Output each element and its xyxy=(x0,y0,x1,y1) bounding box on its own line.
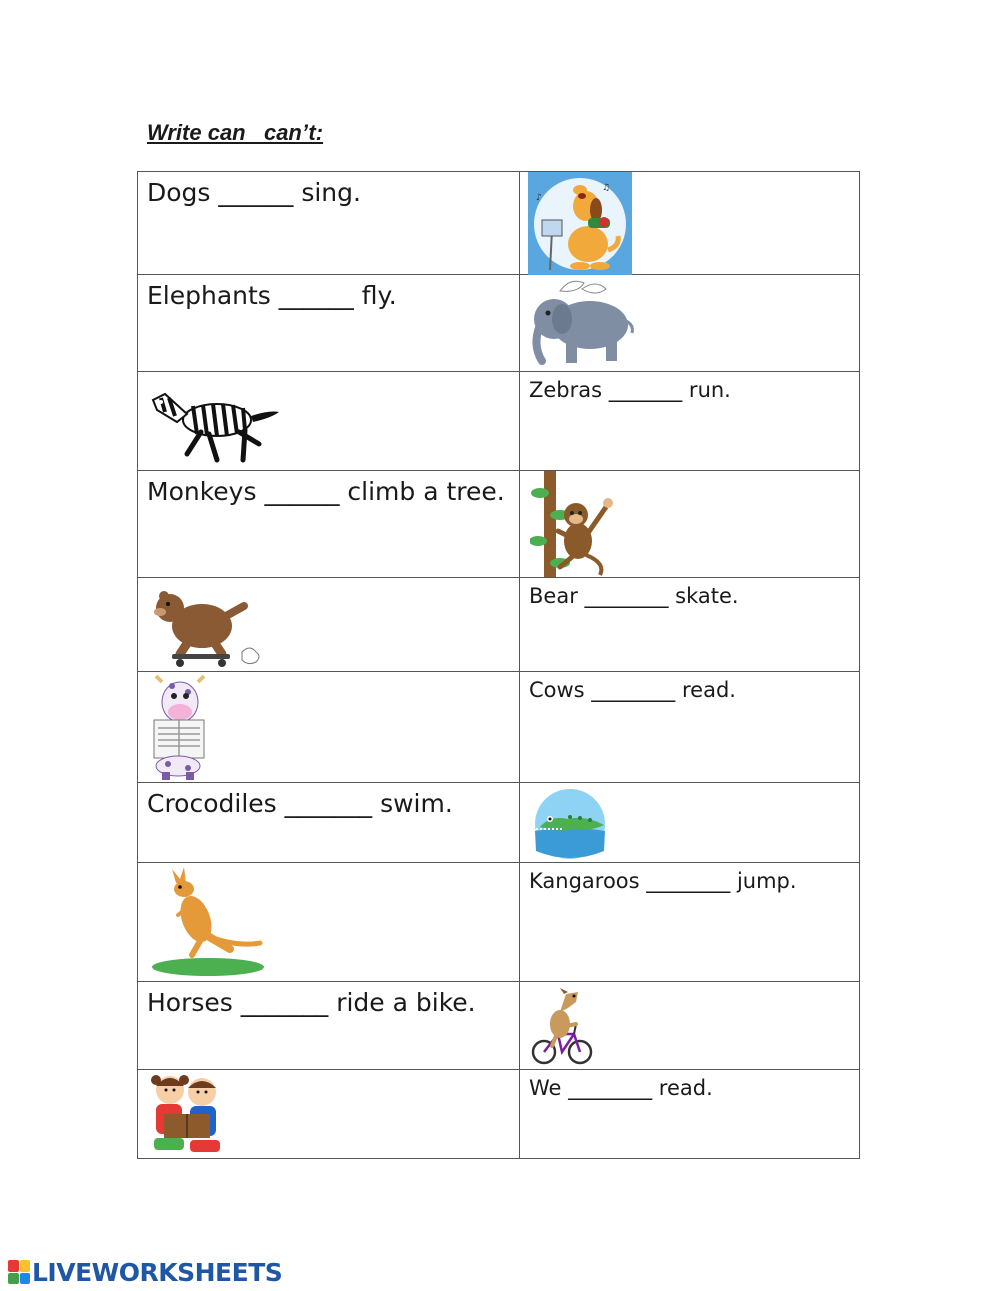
picture-cell xyxy=(520,275,860,372)
sentence-cell xyxy=(520,863,860,982)
svg-text:♫: ♫ xyxy=(602,183,611,193)
running-zebra-picture xyxy=(147,374,283,468)
sentence-cell xyxy=(138,982,520,1070)
sentence-text: Zebras _______ run. xyxy=(529,378,731,402)
table-row xyxy=(138,863,860,982)
liveworksheets-logo xyxy=(8,1258,282,1286)
table-row xyxy=(138,982,860,1070)
climbing-monkey-picture xyxy=(530,471,626,577)
sentence-cell xyxy=(138,275,520,372)
sentence-cell xyxy=(520,578,860,672)
table-row xyxy=(138,471,860,578)
svg-text:♪: ♪ xyxy=(536,193,542,203)
children-reading-picture xyxy=(146,1070,228,1158)
table-row xyxy=(138,1070,860,1159)
table-row xyxy=(138,672,860,783)
reading-cow-picture xyxy=(148,674,214,782)
brand-name: LIVEWORKSHEETS xyxy=(32,1257,283,1287)
picture-cell xyxy=(520,471,860,578)
table-row xyxy=(138,172,860,275)
sentence-text: Crocodiles _______ swim. xyxy=(147,789,453,818)
brand-square xyxy=(20,1260,31,1272)
picture-cell xyxy=(520,982,860,1070)
sentence-cell xyxy=(138,783,520,863)
singing-dog-picture xyxy=(528,172,632,275)
sentence-text: Bear ________ skate. xyxy=(529,584,739,608)
table-row xyxy=(138,783,860,863)
horse-on-bike-picture xyxy=(530,986,594,1066)
picture-cell xyxy=(138,672,520,783)
worksheet-title: Write can can’t: xyxy=(147,120,324,145)
sentence-cell xyxy=(520,1070,860,1159)
picture-cell xyxy=(520,172,860,275)
sentence-text: Monkeys ______ climb a tree. xyxy=(147,477,505,506)
skating-bear-picture xyxy=(148,582,266,670)
brand-square xyxy=(20,1273,31,1285)
sentence-text: Kangaroos ________ jump. xyxy=(529,869,797,893)
sentence-text: Cows ________ read. xyxy=(529,678,736,702)
flying-elephant-picture xyxy=(526,279,638,371)
swimming-crocodile-picture xyxy=(532,789,612,859)
picture-cell xyxy=(138,863,520,982)
sentence-cell xyxy=(138,172,520,275)
sentence-cell xyxy=(520,672,860,783)
brand-square xyxy=(8,1260,19,1272)
table-row xyxy=(138,578,860,672)
table-row xyxy=(138,275,860,372)
picture-cell xyxy=(138,372,520,471)
picture-cell xyxy=(138,578,520,672)
sentence-text: Horses _______ ride a bike. xyxy=(147,988,476,1017)
picture-cell xyxy=(520,783,860,863)
sentence-text: We ________ read. xyxy=(529,1076,713,1100)
picture-cell xyxy=(138,1070,520,1159)
brand-icon xyxy=(8,1260,30,1284)
sentence-text: Dogs ______ sing. xyxy=(147,178,361,207)
table-row xyxy=(138,372,860,471)
sentence-cell xyxy=(520,372,860,471)
brand-square xyxy=(8,1273,19,1285)
sentence-cell xyxy=(138,471,520,578)
exercise-table xyxy=(137,171,860,1159)
sentence-text: Elephants ______ fly. xyxy=(147,281,397,310)
jumping-kangaroo-picture xyxy=(148,865,266,979)
